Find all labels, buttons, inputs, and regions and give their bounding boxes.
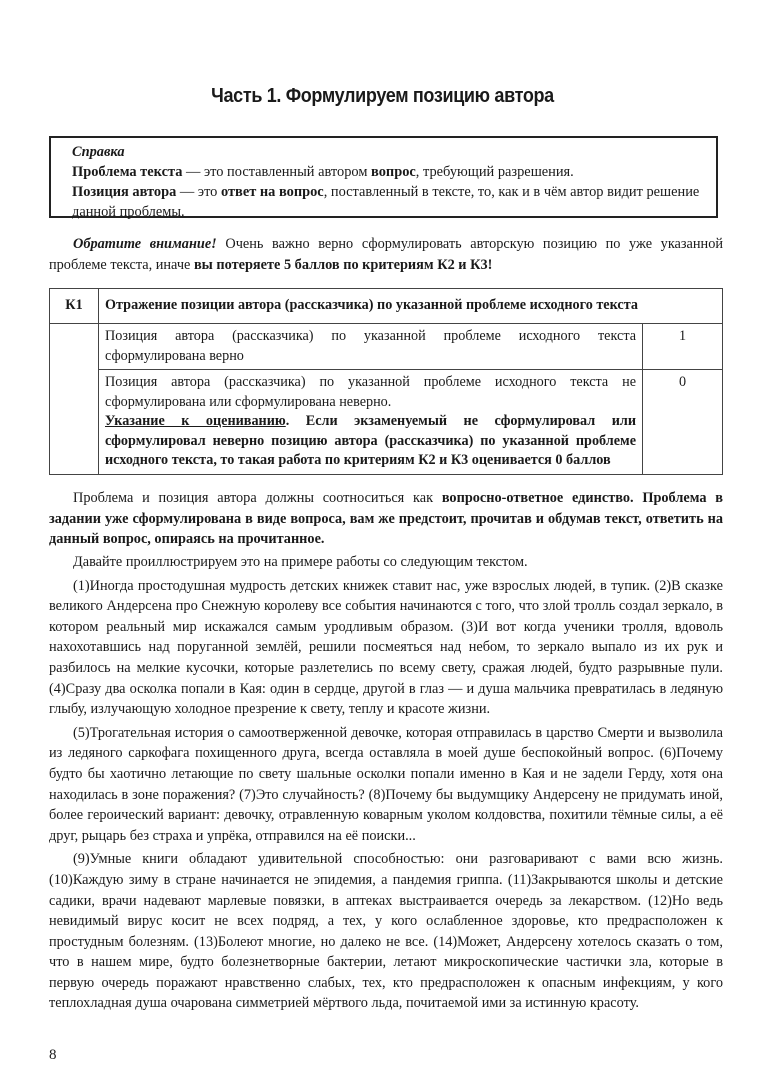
- criteria-table: [49, 288, 723, 475]
- help-box: [49, 136, 718, 218]
- notice-paragraph: [49, 234, 723, 275]
- text: , требующий разрешения.: [415, 164, 574, 180]
- emphasis: вопрос: [371, 164, 416, 180]
- notice-warning: вы потеряете 5 баллов по критериям К2 и К3!: [193, 256, 493, 273]
- text: , поставленный в тексте, то, как и в чём автор видит решение данной проблемы.: [72, 184, 700, 220]
- source-text: [49, 552, 723, 1014]
- help-definition-position: [72, 182, 712, 222]
- help-definition-problem: [72, 162, 712, 182]
- text: — это: [176, 184, 221, 200]
- emphasis: ответ на вопрос: [220, 184, 324, 200]
- notice-text: Очень важно верно сформулировать авторскую позицию по уже указанной проблеме текста, иначе: [49, 236, 723, 273]
- source-paragraph: (9)Умные книги обладают удивительной способностью: они разговаривают с вами всю жизнь. (10)Каждую зиму в стране начинается не эпидемия, а пандемия гриппа. (11)Закрываются школы и детские садики, врачи надевают марлевые повязки, в аптеках выстраивается очередь за лекарством. (12)Но ведь невидимый вирус косит не всех подряд, а тех, у кого ослабленное здоровье, кто предрасположен к простудным болезням. (13)Болеют многие, но далеко не все. (14)Может, Андерсену хотелось сказать о том, что в нашем мире, будто болезнетворные бактерии, летают микроскопические частички зла, которые в первую очередь поражают нравственно слабых, тех, кто предрасположен к опасным инфекциям, у кого теплохладная душа очарована симметрией мёртвого льда, почитаемой ими за истинную красоту.: [49, 851, 723, 1012]
- text: — это поставленный автором: [182, 164, 372, 180]
- criterion-title: Отражение позиции автора (рассказчика) по указанной проблеме исходного текста: [99, 289, 723, 324]
- page-title: Часть 1. Формулируем позицию автора: [211, 84, 554, 107]
- source-paragraph: (1)Иногда простодушная мудрость детских книжек ставит нас, уже взрослых людей, в тупик. (2)В сказке великого Андерсена про Снежную королеву все события начинаются с того, что злой тролль создал зеркало, в котором реальный мир искажался самым уродливым образом. (3)И вот когда ученики тролля, вдоволь нахохотавшись над поруганной землёй, решили посмеяться над небом, то зеркало выпало из их рук и разбилось на мелкие кусочки, которые разлетелись по всему свету, сражая людей, будто разрывные пули. (4)Сразу два осколка попали в Кая: один в сердце, другой в глаз — и душа мальчика превратилась в ледяную глыбу, излучающую холодное презрение к свету, теплу и красоте жизни.: [49, 577, 723, 718]
- grading-note-text: . Если экзаменуемый не сформулировал или сформулировал неверно позицию автора (рассказчика) по указанной проблеме исходного текста, то такая работа по критериям К2 и К3 оценивается 0 баллов: [105, 413, 637, 468]
- table-row: [50, 370, 723, 475]
- row-score: 0: [643, 370, 723, 475]
- empty-cell: [50, 324, 99, 475]
- term: Позиция автора: [72, 184, 177, 200]
- explanation-text: Проблема и позиция автора должны соотноситься как: [73, 490, 442, 506]
- source-paragraph: (5)Трогательная история о самоотверженной девочке, которая отправилась в царство Смерти и вызволила из ледяного саркофага похищенного друга, всегда оставляла в моей душе беспокойный вопрос. (6)Почему будто бы хаотично летающие по свету шальные осколки попали именно в Кая и не задели Герду, хотя она находилась в зоне поражения? (7)Это случайность? (8)Почему бы выдумщику Андерсену не придумать иной, более героический вариант: девочку, отравленную коварным уколом колдовства, похитили тёмные силы, а её друг, рыцарь без страха и упрёка, отправился на её поиски...: [49, 724, 723, 844]
- page-number: 8: [49, 1047, 57, 1063]
- criteria-header-row: [50, 289, 723, 324]
- row-score: 1: [643, 324, 723, 370]
- help-box-title: Справка: [72, 144, 125, 160]
- criterion-code: К1: [50, 289, 99, 324]
- row-description: Позиция автора (рассказчика) по указанной проблеме исходного текста сформулирована верно: [99, 324, 643, 370]
- row-description: [99, 370, 643, 475]
- notice-lead: Обратите внимание!: [73, 236, 217, 252]
- term: Проблема текста: [72, 164, 183, 180]
- row-description-text: Позиция автора (рассказчика) по указанной проблеме исходного текста не сформулирована или сформулирована неверно.: [105, 374, 636, 410]
- intro-paragraph: Давайте проиллюстрируем это на примере работы со следующим текстом.: [73, 554, 528, 570]
- explanation-emphasis: вопросно-ответное единство. Проблема в задании уже сформулирована в виде вопроса, вам же предстоит, прочитав и обдумав текст, ответить на данный вопрос, опираясь на прочитанное.: [49, 490, 723, 548]
- table-row: [50, 324, 723, 370]
- grading-note-label: Указание к оцениванию: [105, 413, 286, 429]
- explanation-paragraph: [49, 488, 723, 550]
- help-box-content: [72, 142, 712, 222]
